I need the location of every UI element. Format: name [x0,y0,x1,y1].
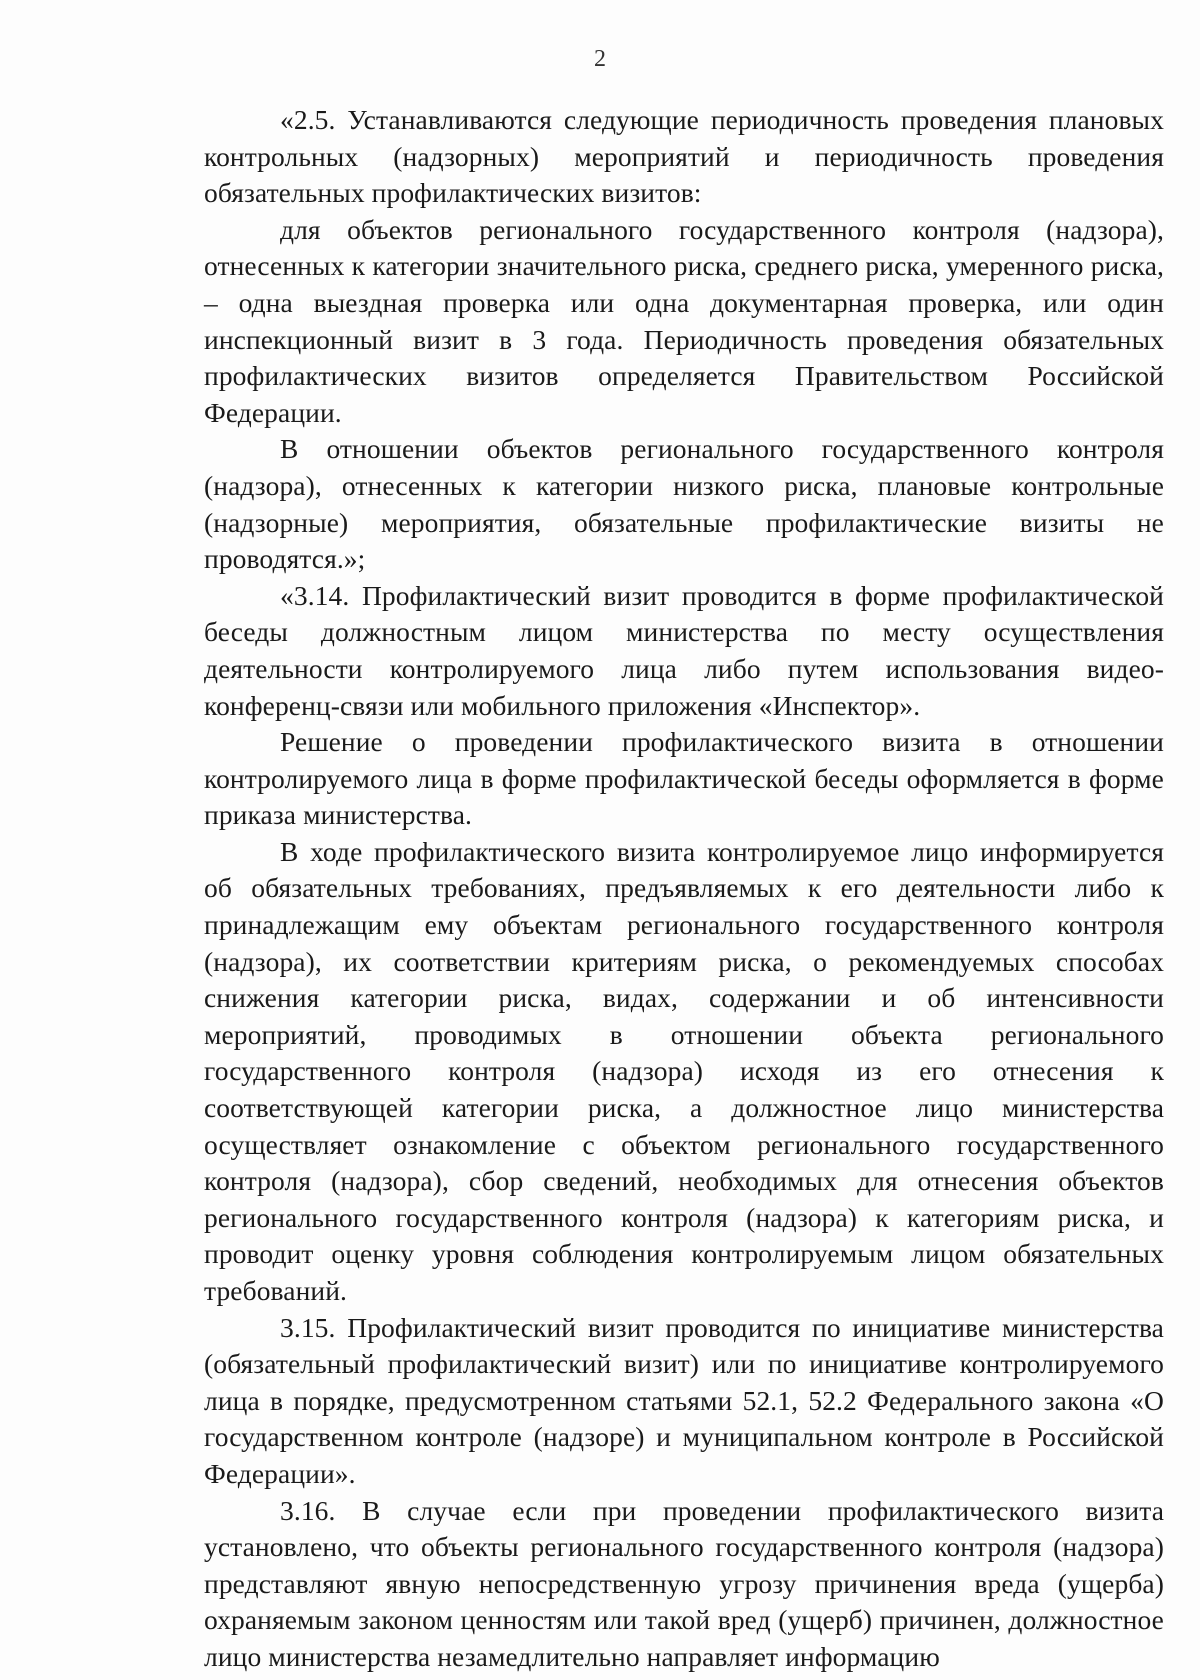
document-body [204,102,1164,1676]
paragraph-visit-info: В ходе профилактического визита контролируемое лицо информируется об обязательных требованиях, предъявляемых к его деятельности либо к принадлежащим ему объектам регионального государственного контроля (надзора), их соответствии критериям риска, о рекомендуемых способах снижения категории риска, видах, содержании и об интенсивности мероприятий, проводимых в отношении объекта регионального государственного контроля (надзора) исходя из его отнесения к соответствующей категории риска, а должностное лицо министерства осуществляет ознакомление с объектом регионального государственного контроля (надзора), сбор сведений, необходимых для отнесения объектов регионального государственного контроля (надзора) к категориям риска, и проводит оценку уровня соблюдения контролируемым лицом обязательных требований. [204,835,1164,1306]
paragraph-decision: Решение о проведении профилактического визита в отношении контролируемого лица в форме профилактической беседы оформляется в форме приказа министерства. [204,726,1164,831]
paragraph-2-5: «2.5. Устанавливаются следующие периодичность проведения плановых контрольных (надзорных) мероприятий и периодичность проведения обязательных профилактических визитов: [204,104,1164,209]
paragraph-objects-significant-risk: для объектов регионального государственного контроля (надзора), отнесенных к категории значительного риска, среднего риска, умеренного риска, – одна выездная проверка или одна документарная проверка, или один инспекционный визит в 3 года. Периодичность проведения обязательных профилактических визитов определяется Правительством Российской Федерации. [204,213,1164,428]
page-number: 2 [594,46,606,72]
paragraph-3-15: 3.15. Профилактический визит проводится по инициативе министерства (обязательный профилактический визит) или по инициативе контролируемого лица в порядке, предусмотренном статьями 52.1, 52.2 Федерального закона «О государственном контроле (надзоре) и муниципальном контроле в Российской Федерации». [204,1311,1164,1489]
paragraph-objects-low-risk: В отношении объектов регионального государственного контроля (надзора), отнесенных к категории низкого риска, плановые контрольные (надзорные) мероприятия, обязательные профилактические визиты не проводятся.»; [204,433,1164,575]
paragraph-3-14: «3.14. Профилактический визит проводится в форме профилактической беседы должностным лицом министерства по месту осуществления деятельности контролируемого лица либо путем использования видео-конференц-связи или мобильного приложения «Инспектор». [204,579,1164,721]
paragraph-3-16: 3.16. В случае если при проведении профилактического визита установлено, что объекты регионального государственного контроля (надзора) представляют явную непосредственную угрозу причинения вреда (ущерба) охраняемым законом ценностям или такой вред (ущерб) причинен, должностное лицо министерства незамедлительно направляет информацию [204,1494,1164,1672]
